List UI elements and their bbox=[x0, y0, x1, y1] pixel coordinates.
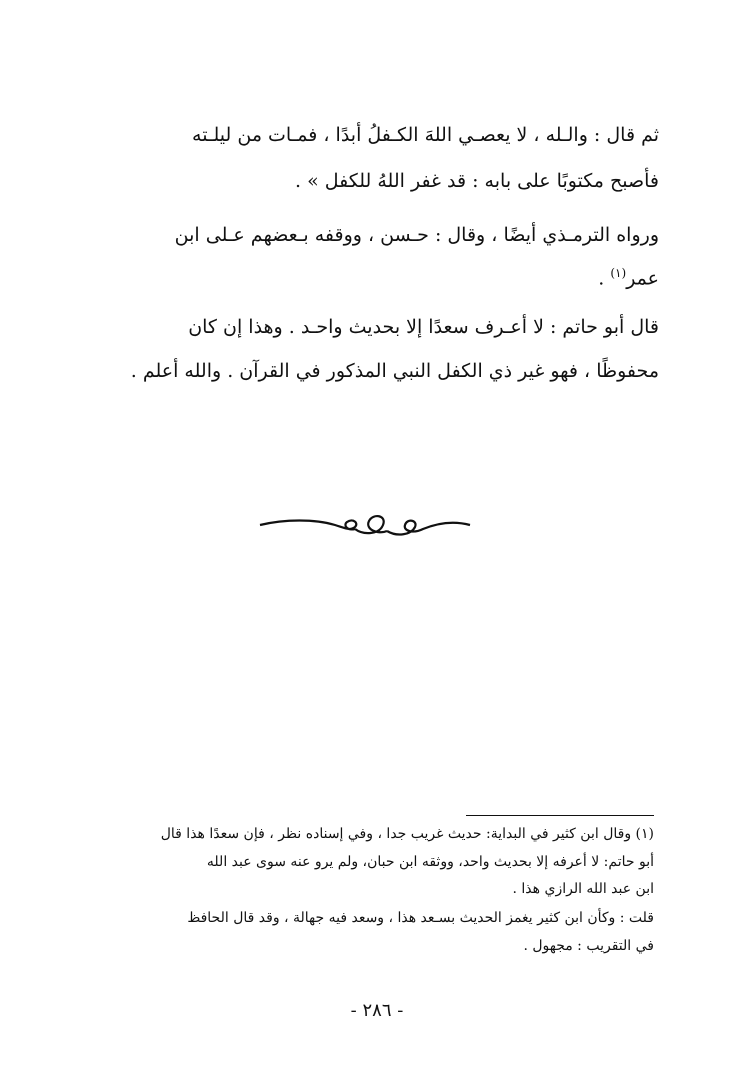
body-line-4-end: . bbox=[598, 267, 611, 290]
body-line-5: قال أبو حاتم : لا أعـرف سعدًا إلا بحديث واحـد . وهذا إن كان bbox=[188, 316, 659, 338]
body-line-3: ورواه الترمـذي أيضًا ، وقال : حـسن ، ووقفه بـعضهم عـلى ابن bbox=[174, 224, 659, 246]
footnote-line-4: قلت : وكأن ابن كثير يغمز الحديث بسـعد هذا ، وسعد فيه جهالة ، وقد قال الحافظ bbox=[187, 910, 654, 926]
footnote-separator bbox=[466, 815, 654, 816]
footnote-line-3: ابن عبد الله الرازي هذا . bbox=[512, 881, 654, 897]
body-line-1: ثم قال : والـله ، لا يعصـي اللهَ الكـفلُ أبدًا ، فمـات من ليلـته bbox=[192, 124, 659, 146]
body-line-4-text: عمر bbox=[626, 267, 659, 290]
body-line-4 bbox=[598, 266, 659, 289]
body-line-6: محفوظًا ، فهو غير ذي الكفل النبي المذكور في القرآن . والله أعلم . bbox=[130, 360, 659, 382]
footnote-reference: (١) bbox=[610, 266, 627, 280]
footnote-line-1: (١) وقال ابن كثير في البداية: حديث غريب جدا ، وفي إسناده نظر ، فإن سعدًا هذا قال bbox=[160, 826, 654, 842]
page-number: - ٢٨٦ - bbox=[350, 1000, 404, 1021]
ornament-divider-icon bbox=[255, 505, 475, 545]
footnote-line-2: أبو حاتم: لا أعرفه إلا بحديث واحد، ووثقه ابن حبان، ولم يرو عنه سوى عبد الله bbox=[206, 854, 654, 870]
footnote-line-5: في التقريب : مجهول . bbox=[523, 938, 654, 954]
body-line-2: فأصبح مكتوبًا على بابه : قد غفر اللهُ للكفل » . bbox=[295, 170, 659, 192]
